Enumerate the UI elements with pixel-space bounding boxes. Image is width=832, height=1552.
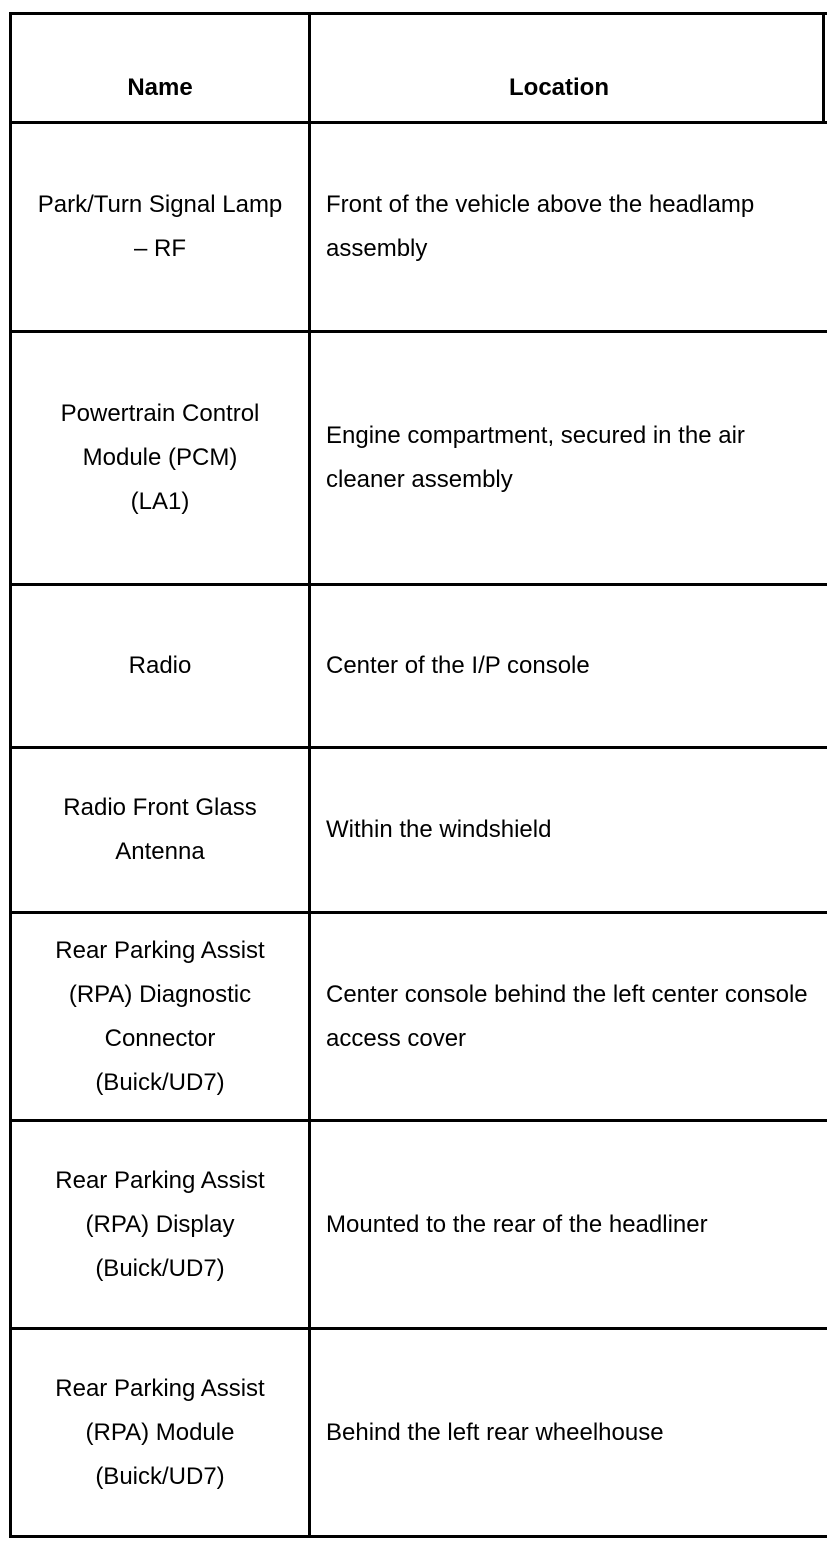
table-row-location (312, 333, 824, 583)
table-row-name (12, 1122, 308, 1327)
table-row-name (12, 333, 308, 583)
cell-location: Center of the I/P console (326, 652, 590, 679)
cell-location: Front of the vehicle above the headlamp assembly (326, 191, 755, 262)
table-row-name (12, 1330, 308, 1535)
cell-location: Center console behind the left center console access cover (326, 980, 808, 1052)
cell-location: Behind the left rear wheelhouse (326, 1418, 664, 1446)
cell-name: Rear Parking Assist (RPA) Diagnostic Connector (Buick/UD7) (55, 936, 265, 1096)
header-name: Name (127, 74, 193, 101)
table-border-top (9, 12, 827, 15)
table-border-bottom (9, 1535, 827, 1538)
table-row-location (312, 1330, 824, 1535)
cell-name: Radio (128, 652, 192, 679)
cell-location: Mounted to the rear of the headliner (326, 1210, 708, 1238)
table-border-right (822, 12, 825, 124)
table-row-name (12, 586, 308, 746)
table-row-location (312, 914, 824, 1119)
header-location: Location (509, 74, 609, 101)
table-row-name (12, 124, 308, 330)
table-row-location (312, 124, 824, 330)
table-row-name (12, 914, 308, 1119)
column-divider (308, 12, 311, 1538)
cell-location: Engine compartment, secured in the air cleaner assembly (326, 422, 745, 493)
cell-name: Radio Front Glass Antenna (63, 794, 257, 865)
cell-name: Rear Parking Assist (RPA) Display (Buick/UD7) (55, 1166, 265, 1282)
cell-name: Powertrain Control Module (PCM) (LA1) (60, 400, 260, 515)
cell-name: Rear Parking Assist (RPA) Module (Buick/UD7) (55, 1374, 265, 1490)
cell-location: Within the windshield (326, 816, 552, 843)
cell-name: Park/Turn Signal Lamp – RF (37, 191, 283, 262)
table-row-location (312, 1122, 824, 1327)
table-row-name (12, 749, 308, 911)
table-row-location (312, 586, 824, 746)
table-row-location (312, 749, 824, 911)
